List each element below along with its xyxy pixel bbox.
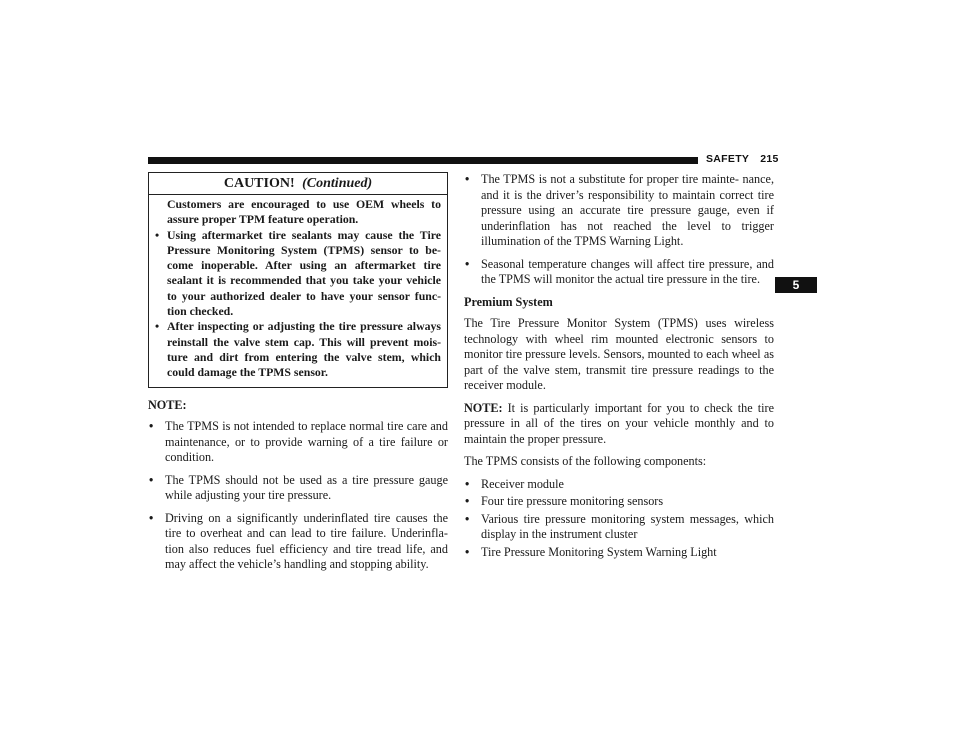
header-rule — [148, 157, 698, 164]
component-text: Four tire pressure monitoring sensors — [481, 494, 664, 508]
premium-system-heading: Premium System — [464, 294, 553, 309]
bullet-icon: • — [465, 511, 470, 526]
bullet-icon: • — [149, 510, 154, 525]
caution-label: CAUTION! — [223, 176, 295, 191]
tpms-note-text: Seasonal temperature changes will affect tire pressure, and the TPMS will monitor the actual tire pressure in the tire. — [481, 256, 774, 286]
caution-title — [149, 173, 447, 195]
bullet-icon: • — [465, 256, 470, 271]
bullet-icon: • — [149, 419, 154, 434]
caution-box — [148, 172, 448, 388]
premium-note-text: It is particularly important for you to check the tire pressure in all of the tires on your vehicle monthly and to maintain the proper pressure. — [464, 400, 774, 446]
component-item — [464, 545, 774, 561]
running-header — [706, 153, 779, 165]
note-item-text: The TPMS is not intended to replace normal tire care and maintenance, or to provide warning of a tire failure or condition. — [165, 419, 448, 465]
premium-note — [464, 401, 774, 448]
tpms-note-text: The TPMS is not a substitute for proper tire mainte- nance, and it is the driver’s responsibility to maintain correct tire pressure using an accurate tire pressure gauge, even if underinflation has not reached the level to trigger illumination of the TPMS Warning Light. — [481, 172, 774, 248]
note-item — [148, 419, 448, 466]
caution-item — [155, 227, 441, 320]
bullet-icon: • — [465, 476, 470, 491]
note-item — [148, 511, 448, 573]
bullet-icon: • — [155, 227, 160, 242]
caution-continued: (Continued) — [302, 176, 373, 191]
note-list — [148, 419, 448, 573]
component-text: Various tire pressure monitoring system messages, which display in the instrument cluster — [481, 511, 774, 541]
components-intro: The TPMS consists of the following components: — [464, 454, 707, 468]
note-item-text: The TPMS should not be used as a tire pressure gauge while adjusting your tire pressure. — [165, 472, 448, 503]
page-number: 215 — [760, 153, 779, 165]
caution-item-text: After inspecting or adjusting the tire pressure always reinstall the valve stem cap. This will prevent mois- ture and dirt from entering the valve stem, which could damage the TPMS sensor. — [167, 319, 441, 380]
bullet-icon: • — [465, 494, 470, 508]
bullet-icon: • — [465, 544, 470, 559]
chapter-tab: 5 — [775, 277, 817, 293]
tpms-note-list — [464, 172, 774, 288]
caution-item-text: Using aftermarket tire sealants may cause the Tire Pressure Monitoring System (TPMS) sensor to be- come inoperable. After using an aftermarket tire sealant it is recommended that you take your vehicle to your authorized dealer to have your sensor func- tion checked. — [167, 227, 441, 319]
left-column — [148, 172, 448, 580]
caution-list — [149, 228, 447, 381]
caution-item — [155, 319, 441, 380]
component-text: Tire Pressure Monitoring System Warning Light — [481, 544, 717, 559]
component-item — [464, 494, 774, 510]
tpms-note-item — [464, 257, 774, 288]
note-item — [148, 473, 448, 504]
note-item-text: Driving on a significantly underinflated tire causes the tire to overheat and can lead to tire failure. Underinfla- tion also reduces fuel efficiency and tire tread life, and may affect the vehicle’s handling and stopping ability. — [165, 510, 448, 572]
caution-intro: Customers are encouraged to use OEM wheels to assure proper TPM feature operation. — [167, 197, 441, 227]
note-label: NOTE: — [148, 397, 187, 412]
bullet-icon: • — [149, 472, 154, 487]
bullet-icon: • — [155, 319, 160, 334]
premium-system-paragraph: The Tire Pressure Monitor System (TPMS) uses wireless technology with wheel rim mounted electronic sensors to monitor tire pressure levels. Sensors, mounted to each wheel as part of the valve stem, transmit tire pressure readings to the receiver module. — [464, 316, 774, 392]
component-item — [464, 512, 774, 543]
components-list — [464, 477, 774, 561]
section-title: SAFETY — [706, 153, 750, 165]
component-text: Receiver module — [481, 476, 564, 491]
premium-note-label: NOTE: — [464, 400, 503, 415]
bullet-icon: • — [465, 172, 470, 186]
component-item — [464, 477, 774, 493]
right-column — [464, 172, 774, 562]
tpms-note-item — [464, 172, 774, 250]
